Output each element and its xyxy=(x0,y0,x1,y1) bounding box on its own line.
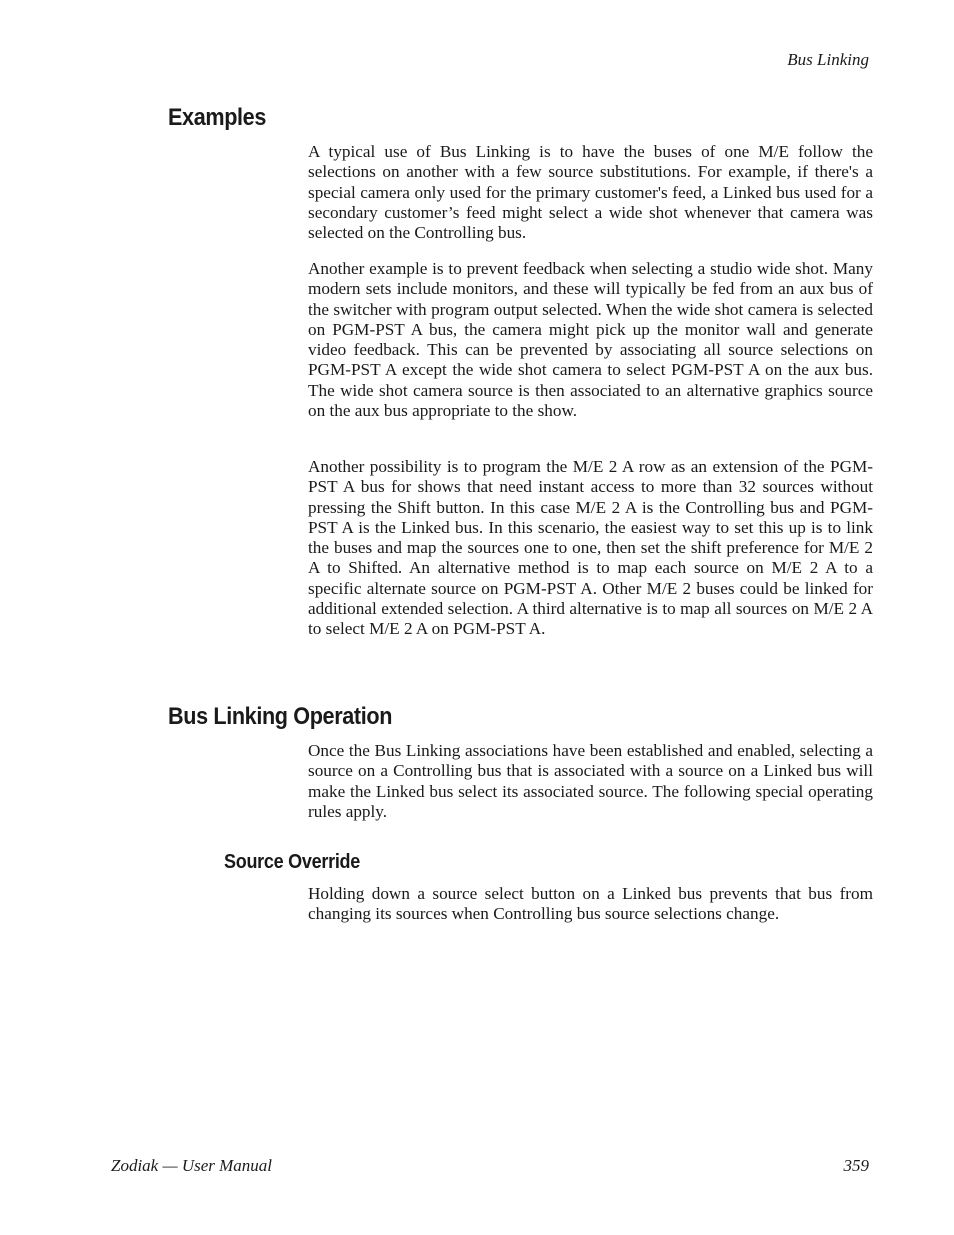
examples-paragraph-1: A typical use of Bus Linking is to have the buses of one M/E follow the selections on another with a few source substitutions. For example, if there's a special camera only used for the primary customer's feed, a Linked bus used for a secondary customer’s feed might select a wide shot whenever that camera was selected on the Controlling bus. xyxy=(308,142,873,243)
operation-paragraph: Once the Bus Linking associations have been established and enabled, selecting a source on a Controlling bus that is associated with a source on a Linked bus will make the Linked bus select its associated source. The following special operating rules apply. xyxy=(308,741,873,821)
heading-source-override: Source Override xyxy=(224,851,361,873)
examples-paragraph-3: Another possibility is to program the M/E 2 A row as an extension of the PGM-PST A bus for shows that need instant access to more than 32 sources without pressing the Shift button. In this case M/E 2 A is the Controlling bus and PGM-PST A is the Linked bus. In this scenario, the easiest way to set this up is to link the buses and map the sources one to one, then set the shift preference for M/E 2 A to Shifted. An alternative method is to map each source on M/E 2 A to a specific alternate source on PGM-PST A. Other M/E 2 buses could be linked for additional extended selection. A third alternative is to map all sources on M/E 2 A to select M/E 2 A on PGM-PST A. xyxy=(308,457,873,639)
footer-page-number: 359 xyxy=(843,1156,869,1175)
source-override-paragraph: Holding down a source select button on a Linked bus prevents that bus from changing its sources when Controlling bus source selections change. xyxy=(308,884,873,924)
footer-manual-title: Zodiak — User Manual xyxy=(111,1156,273,1175)
heading-bus-linking-operation: Bus Linking Operation xyxy=(168,703,393,730)
running-header: Bus Linking xyxy=(787,50,869,69)
heading-examples: Examples xyxy=(168,104,266,131)
examples-paragraph-2: Another example is to prevent feedback when selecting a studio wide shot. Many modern sets include monitors, and these will typically be fed from an aux bus of the switcher with program output selected. When the wide shot camera is selected on PGM-PST A bus, the camera might pick up the monitor wall and generate video feedback. This can be prevented by associating all source selections on PGM-PST A except the wide shot camera to select PGM-PST A on the aux bus. The wide shot camera source is then associated to an alternative graphics source on the aux bus appropriate to the show. xyxy=(308,259,873,421)
